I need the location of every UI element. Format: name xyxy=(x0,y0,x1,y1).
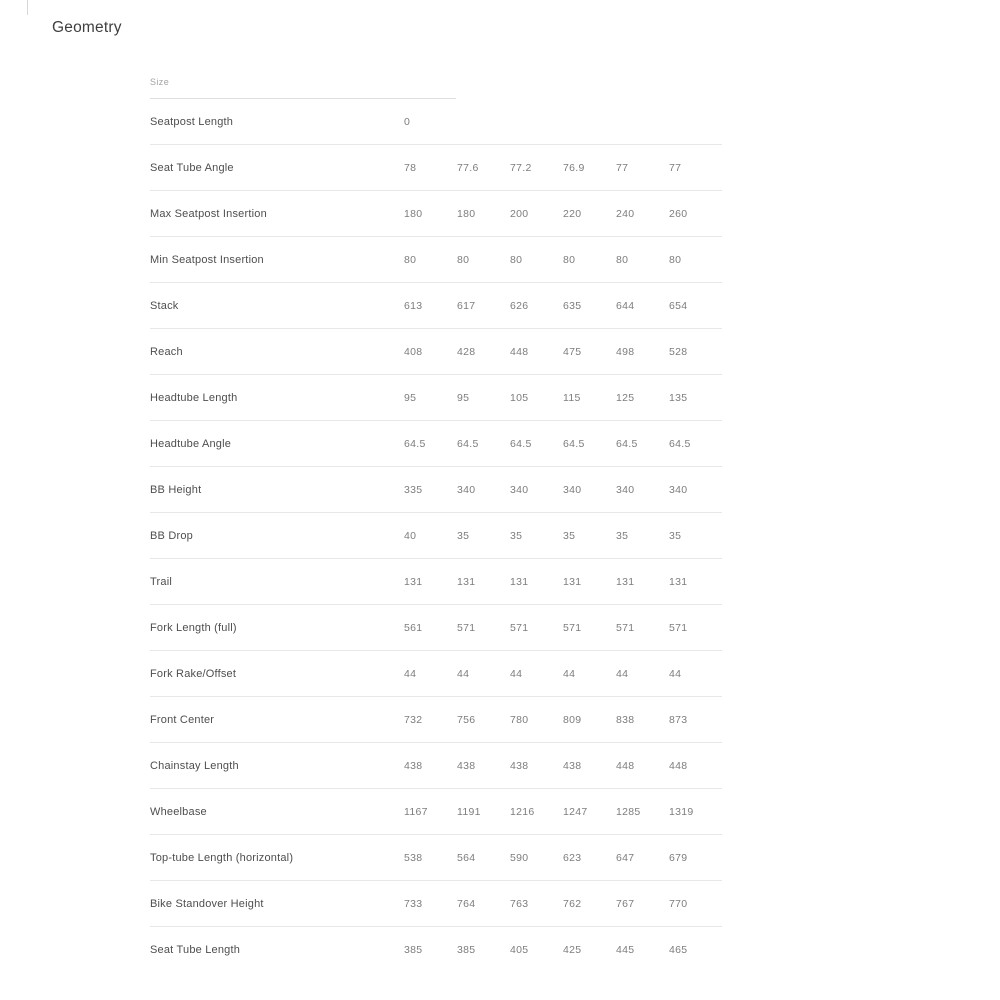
row-value: 571 xyxy=(563,621,582,634)
row-label: BB Height xyxy=(150,483,202,496)
row-value: 340 xyxy=(563,483,582,496)
row-value: 448 xyxy=(669,759,688,772)
table-row xyxy=(150,145,722,191)
table-row xyxy=(150,467,722,513)
row-value: 654 xyxy=(669,299,688,312)
row-value: 498 xyxy=(616,345,635,358)
row-label: Stack xyxy=(150,299,179,312)
row-value: 95 xyxy=(404,391,417,404)
table-row xyxy=(150,697,722,743)
row-value: 131 xyxy=(563,575,582,588)
row-value: 80 xyxy=(404,253,417,266)
table-row xyxy=(150,651,722,697)
row-value: 131 xyxy=(669,575,688,588)
row-label: Wheelbase xyxy=(150,805,207,818)
row-value: 35 xyxy=(457,529,470,542)
row-value: 1167 xyxy=(404,805,428,818)
table-row xyxy=(150,421,722,467)
row-value: 340 xyxy=(457,483,476,496)
row-value: 77 xyxy=(669,161,682,174)
row-value: 679 xyxy=(669,851,688,864)
row-value: 105 xyxy=(510,391,529,404)
row-label: Trail xyxy=(150,575,172,588)
row-value: 77.6 xyxy=(457,161,479,174)
row-value: 340 xyxy=(669,483,688,496)
row-value: 44 xyxy=(616,667,629,680)
row-value: 445 xyxy=(616,944,635,956)
row-value: 770 xyxy=(669,897,688,910)
row-value: 1319 xyxy=(669,805,694,818)
row-value: 838 xyxy=(616,713,635,726)
row-value: 260 xyxy=(669,207,688,220)
row-value: 733 xyxy=(404,897,423,910)
row-value: 438 xyxy=(563,759,582,772)
row-value: 44 xyxy=(510,667,523,680)
table-row xyxy=(150,513,722,559)
row-value: 590 xyxy=(510,851,529,864)
row-label: Fork Length (full) xyxy=(150,621,237,634)
size-column-header: Size xyxy=(150,76,170,87)
row-value: 35 xyxy=(616,529,629,542)
page-title: Geometry xyxy=(52,19,122,36)
page-left-edge xyxy=(27,0,28,15)
row-value: 767 xyxy=(616,897,635,910)
row-label: Front Center xyxy=(150,713,215,726)
row-value: 780 xyxy=(510,713,529,726)
row-value: 64.5 xyxy=(616,437,638,450)
row-value: 44 xyxy=(563,667,576,680)
row-value: 1216 xyxy=(510,805,535,818)
row-value: 131 xyxy=(616,575,635,588)
row-value: 764 xyxy=(457,897,476,910)
row-value: 756 xyxy=(457,713,476,726)
row-value: 647 xyxy=(616,851,635,864)
row-value: 200 xyxy=(510,207,529,220)
row-value: 873 xyxy=(669,713,688,726)
row-value: 564 xyxy=(457,851,476,864)
row-value: 77 xyxy=(616,161,629,174)
row-value: 180 xyxy=(404,207,423,220)
row-label: Headtube Angle xyxy=(150,437,232,450)
table-row xyxy=(150,329,722,375)
row-label: Chainstay Length xyxy=(150,759,239,772)
row-value: 220 xyxy=(563,207,582,220)
table-row xyxy=(150,191,722,237)
row-value: 732 xyxy=(404,713,423,726)
row-value: 80 xyxy=(669,253,682,266)
row-value: 95 xyxy=(457,391,470,404)
row-value: 77.2 xyxy=(510,161,532,174)
row-value: 115 xyxy=(563,391,581,404)
row-value: 626 xyxy=(510,299,529,312)
row-value: 571 xyxy=(669,621,688,634)
row-label: Headtube Length xyxy=(150,391,238,404)
row-value: 80 xyxy=(563,253,576,266)
row-value: 438 xyxy=(510,759,529,772)
row-value: 1285 xyxy=(616,805,641,818)
row-value: 385 xyxy=(457,944,476,956)
row-value: 475 xyxy=(563,345,582,358)
row-label: Seat Tube Length xyxy=(150,944,241,956)
table-row xyxy=(150,605,722,651)
row-value: 428 xyxy=(457,345,476,358)
row-value: 0 xyxy=(404,115,411,128)
table-row xyxy=(150,99,722,145)
row-value: 76.9 xyxy=(563,161,585,174)
row-value: 35 xyxy=(563,529,576,542)
table-rows xyxy=(150,99,722,973)
row-value: 617 xyxy=(457,299,476,312)
row-value: 131 xyxy=(510,575,529,588)
table-row xyxy=(150,927,722,973)
row-value: 64.5 xyxy=(457,437,479,450)
row-value: 465 xyxy=(669,944,688,956)
row-value: 571 xyxy=(457,621,476,634)
row-label: Bike Standover Height xyxy=(150,897,264,910)
row-value: 80 xyxy=(457,253,470,266)
table-row xyxy=(150,743,722,789)
table-row xyxy=(150,559,722,605)
row-value: 44 xyxy=(404,667,417,680)
row-value: 64.5 xyxy=(563,437,585,450)
row-label: Reach xyxy=(150,345,183,358)
table-row xyxy=(150,237,722,283)
table-row xyxy=(150,283,722,329)
row-value: 35 xyxy=(669,529,682,542)
row-label: Seat Tube Angle xyxy=(150,161,234,174)
row-value: 40 xyxy=(404,529,417,542)
row-value: 64.5 xyxy=(669,437,691,450)
table-header-row xyxy=(150,65,456,99)
row-label: Max Seatpost Insertion xyxy=(150,207,267,220)
row-value: 135 xyxy=(669,391,688,404)
row-value: 131 xyxy=(404,575,423,588)
row-value: 438 xyxy=(457,759,476,772)
row-value: 35 xyxy=(510,529,523,542)
row-value: 340 xyxy=(616,483,635,496)
row-value: 80 xyxy=(616,253,629,266)
row-value: 125 xyxy=(616,391,635,404)
row-value: 385 xyxy=(404,944,423,956)
row-value: 1247 xyxy=(563,805,588,818)
row-value: 538 xyxy=(404,851,423,864)
row-value: 644 xyxy=(616,299,635,312)
row-value: 528 xyxy=(669,345,688,358)
row-value: 809 xyxy=(563,713,582,726)
row-label: Fork Rake/Offset xyxy=(150,667,237,680)
row-value: 80 xyxy=(510,253,523,266)
row-value: 571 xyxy=(616,621,635,634)
row-value: 44 xyxy=(669,667,682,680)
row-value: 405 xyxy=(510,944,529,956)
row-value: 240 xyxy=(616,207,635,220)
row-value: 763 xyxy=(510,897,529,910)
row-value: 335 xyxy=(404,483,423,496)
row-value: 623 xyxy=(563,851,582,864)
row-value: 425 xyxy=(563,944,582,956)
row-value: 180 xyxy=(457,207,476,220)
row-value: 613 xyxy=(404,299,423,312)
row-value: 448 xyxy=(616,759,635,772)
row-label: Min Seatpost Insertion xyxy=(150,253,264,266)
table-row xyxy=(150,375,722,421)
row-label: Seatpost Length xyxy=(150,115,234,128)
row-value: 78 xyxy=(404,161,417,174)
table-row xyxy=(150,835,722,881)
row-value: 438 xyxy=(404,759,423,772)
row-value: 635 xyxy=(563,299,582,312)
row-value: 561 xyxy=(404,621,423,634)
row-label: BB Drop xyxy=(150,529,193,542)
row-value: 131 xyxy=(457,575,476,588)
row-value: 448 xyxy=(510,345,529,358)
row-value: 64.5 xyxy=(510,437,532,450)
row-value: 408 xyxy=(404,345,423,358)
table-row xyxy=(150,789,722,835)
row-value: 44 xyxy=(457,667,470,680)
row-value: 64.5 xyxy=(404,437,426,450)
table-row xyxy=(150,881,722,927)
row-value: 340 xyxy=(510,483,529,496)
row-value: 571 xyxy=(510,621,529,634)
row-label: Top-tube Length (horizontal) xyxy=(150,851,294,864)
row-value: 762 xyxy=(563,897,582,910)
row-value: 1191 xyxy=(457,805,481,818)
geometry-table xyxy=(150,65,722,973)
